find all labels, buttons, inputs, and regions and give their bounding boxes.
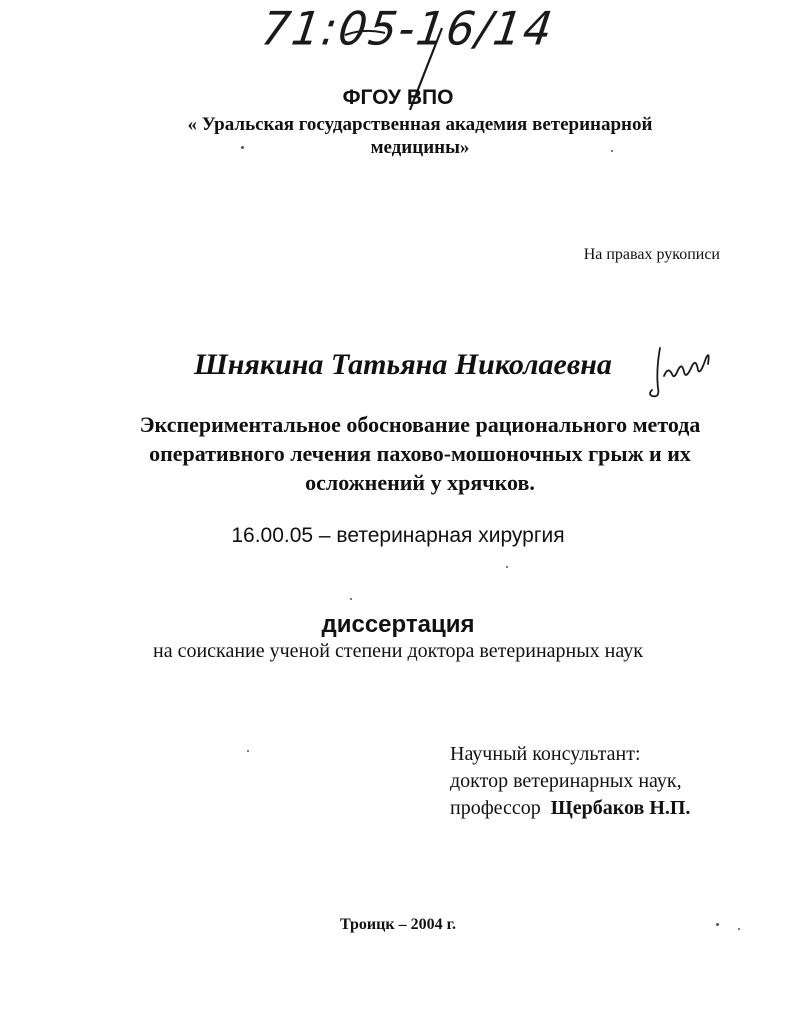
degree-line: на соискание ученой степени доктора ветеринарных наук [153, 640, 643, 662]
org-short-name: ФГОУ ВПО [342, 86, 454, 109]
dissertation-title: Экспериментальное обоснование рационального метода оперативного лечения пахово-мошоночных грыж и их осложнений у хрячков. [139, 412, 701, 495]
scan-speck [506, 566, 508, 568]
advisor-name: Щербаков Н.П. [550, 797, 691, 819]
advisor-position: профессор [450, 797, 541, 819]
rights-note: На правах рукописи [583, 246, 720, 263]
scan-speck [611, 150, 613, 152]
signature [646, 340, 726, 400]
scan-speck [350, 598, 352, 600]
advisor-role: Научный консультант: [450, 743, 641, 765]
advisor-position-line [450, 795, 690, 822]
place-year: Троицк – 2004 г. [339, 916, 457, 933]
scan-speck [247, 750, 249, 752]
document-type: диссертация [321, 611, 475, 638]
scan-speck [241, 146, 244, 149]
org-full-name: « Уральская государственная академия ветеринарной медицины» [187, 114, 653, 158]
specialty-code: 16.00.05 – ветеринарная хирургия [231, 524, 565, 547]
scan-speck [716, 923, 719, 926]
author-name: Шнякина Татьяна Николаевна [194, 348, 612, 381]
scan-speck [738, 928, 740, 930]
archive-code: 71:05-16/14 [258, 2, 558, 57]
advisor-block [450, 741, 690, 822]
advisor-degree: доктор ветеринарных наук, [450, 770, 682, 792]
